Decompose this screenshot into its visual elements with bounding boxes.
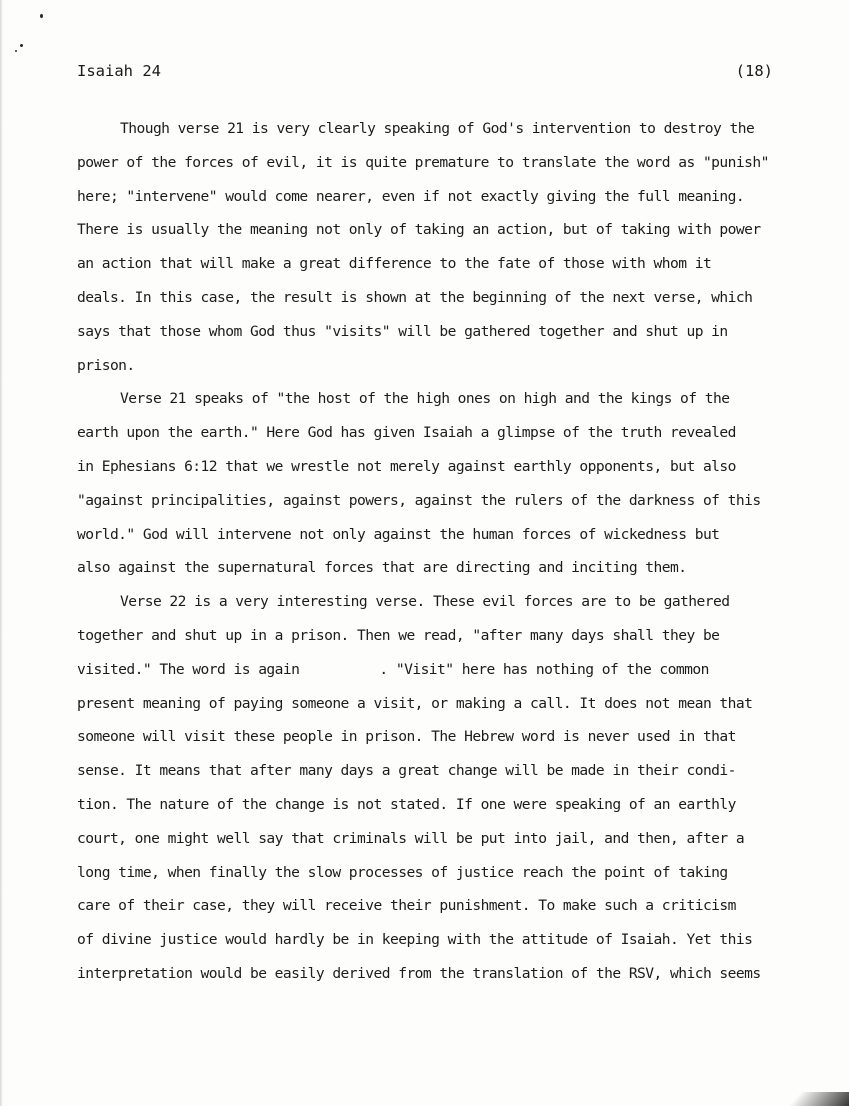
text-line: care of their case, they will receive their punishment. To make such a criticism	[77, 897, 736, 915]
text-line: also against the supernatural forces that are directing and inciting them.	[77, 559, 687, 577]
text-line: of divine justice would hardly be in keeping with the attitude of Isaiah. Yet this	[77, 931, 753, 949]
text-line: an action that will make a great difference to the fate of those with whom it	[77, 255, 712, 273]
text-fragment: visited." The word is again	[77, 660, 300, 678]
page-number: (18)	[735, 62, 773, 80]
paragraph	[77, 112, 777, 382]
text-line: present meaning of paying someone a visit, or making a call. It does not mean that	[77, 694, 753, 712]
text-line: says that those whom God thus "visits" will be gathered together and shut up in	[77, 322, 728, 340]
text-line: world." God will intervene not only against the human forces of wickedness but	[77, 525, 720, 543]
text-line: tion. The nature of the change is not stated. If one were speaking of an earthly	[77, 795, 736, 813]
text-line: long time, when finally the slow processes of justice reach the point of taking	[77, 863, 728, 881]
page-curl-shadow	[789, 1092, 849, 1106]
paragraph	[77, 382, 777, 585]
text-line: interpretation would be easily derived from the translation of the RSV, which seems	[77, 964, 761, 982]
chapter-title: Isaiah 24	[77, 62, 161, 80]
text-line: Though verse 21 is very clearly speaking of God's intervention to destroy the	[120, 120, 755, 137]
text-line: together and shut up in a prison. Then we read, "after many days shall they be	[77, 626, 720, 644]
text-line: deals. In this case, the result is shown at the beginning of the next verse, which	[77, 288, 753, 306]
text-line: someone will visit these people in prison. The Hebrew word is never used in that	[77, 728, 736, 746]
text-line: court, one might well say that criminals will be put into jail, and then, after a	[77, 829, 745, 847]
text-line: earth upon the earth." Here God has given Isaiah a glimpse of the truth revealed	[77, 424, 736, 442]
scan-edge-shadow	[0, 0, 3, 1106]
page-header	[77, 62, 773, 86]
text-line: sense. It means that after many days a great change will be made in their condi-	[77, 762, 736, 780]
paragraph	[77, 585, 777, 991]
body-text	[77, 112, 777, 991]
text-line: prison.	[77, 356, 135, 374]
text-line: Verse 22 is a very interesting verse. These evil forces are to be gathered	[120, 593, 730, 611]
scan-speck	[40, 14, 43, 18]
text-fragment: . "Visit" here has nothing of the common	[379, 660, 709, 678]
text-line: in Ephesians 6:12 that we wrestle not merely against earthly opponents, but also	[77, 457, 736, 475]
text-line: Verse 21 speaks of "the host of the high ones on high and the kings of the	[120, 390, 730, 408]
scan-speck	[15, 50, 17, 52]
text-line: "against principalities, against powers, against the rulers of the darkness of this	[77, 491, 761, 509]
text-line: here; "intervene" would come nearer, even if not exactly giving the full meaning.	[77, 187, 745, 205]
text-line: There is usually the meaning not only of taking an action, but of taking with power	[77, 221, 761, 239]
text-line: power of the forces of evil, it is quite premature to translate the word as "punish"	[77, 153, 769, 171]
text-line	[77, 653, 777, 687]
scan-speck	[20, 44, 23, 47]
